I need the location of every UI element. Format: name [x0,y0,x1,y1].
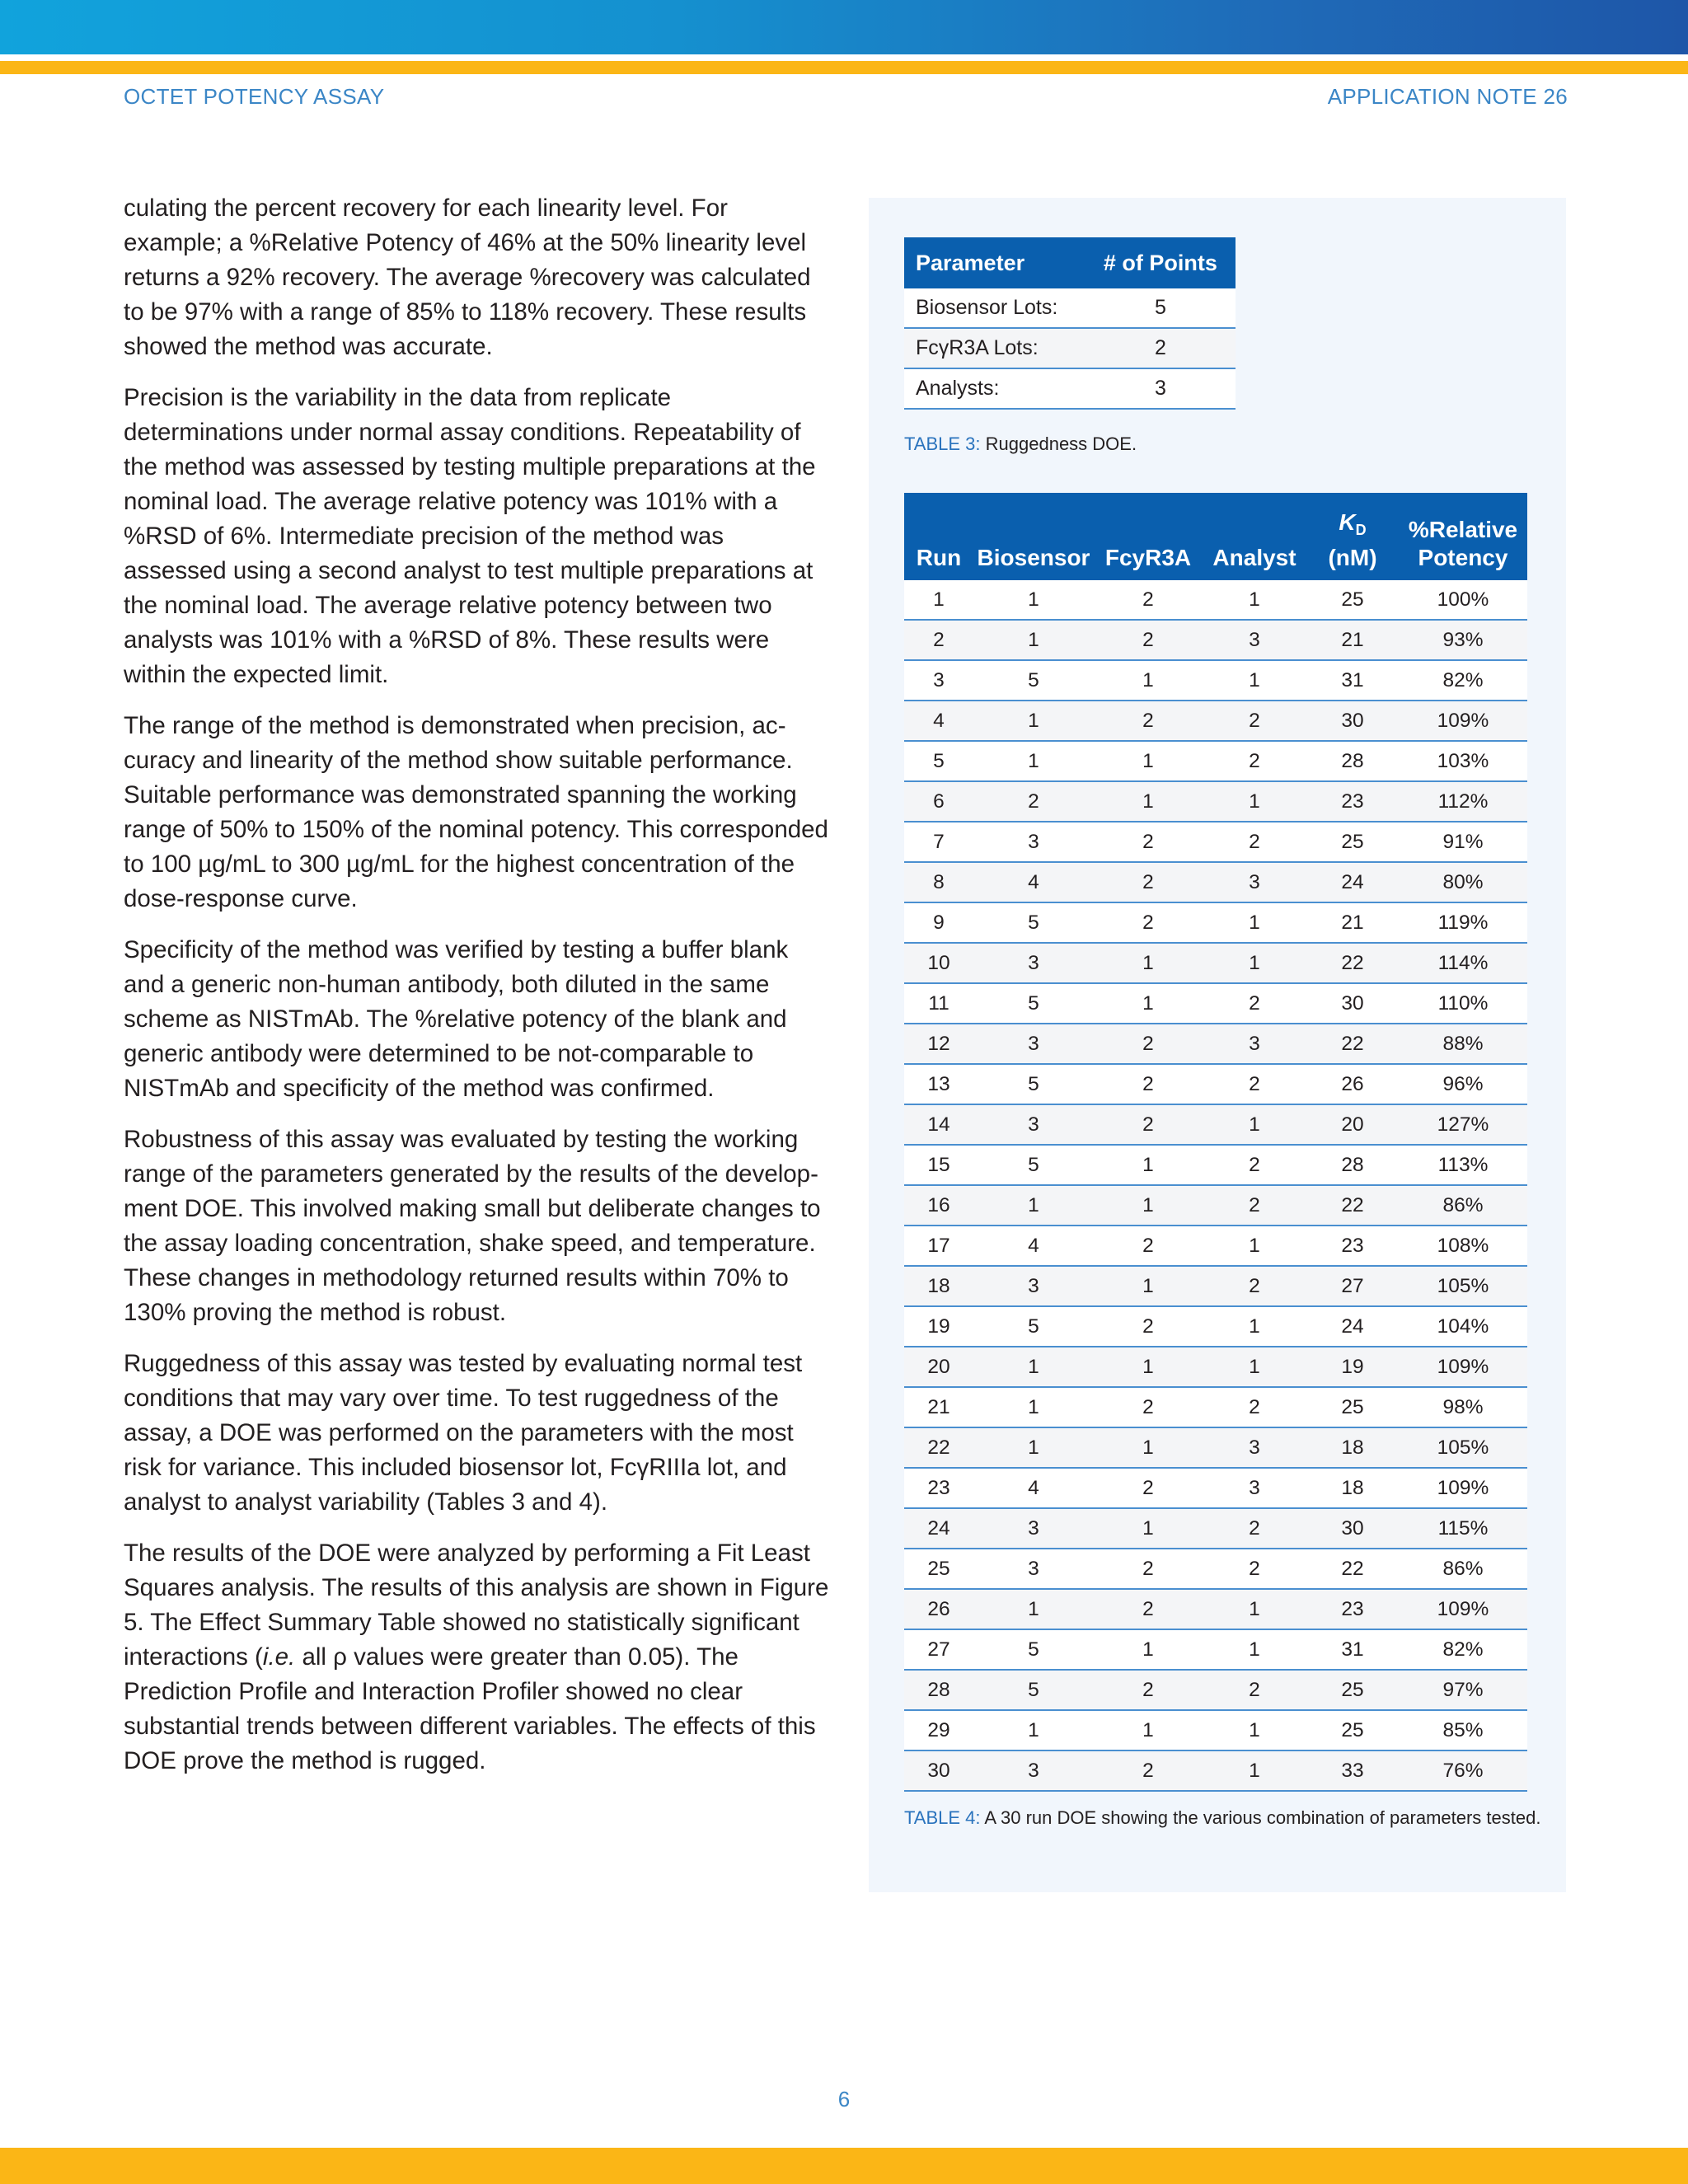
table-cell: 1 [1203,660,1306,701]
paragraph-ruggedness: Ruggedness of this assay was tested by evaluating normal test conditions that may vary over time. To test ruggedness of the assay, a DOE was performed on the parameters with the most risk for variance. This included biosensor lot, FcγRIIIa lot, and analyst to analyst variability (Tables 3 and 4). [124,1350,803,1516]
table-cell: 108% [1399,1226,1527,1266]
table-cell: 80% [1399,862,1527,902]
table-cell: 27 [1306,1266,1399,1306]
table-cell: 1 [1094,781,1203,822]
table-cell: Analysts: [904,368,1085,409]
table-cell: 2 [1094,1468,1203,1508]
table-cell: 1 [1203,1104,1306,1145]
table-cell: 23 [904,1468,973,1508]
table-row [904,1629,1527,1670]
kd-subscript: D [1355,522,1367,538]
table-cell: 25 [1306,580,1399,620]
table-cell: 25 [1306,1670,1399,1710]
table-cell: 23 [1306,781,1399,822]
table-cell: 4 [973,862,1094,902]
table-cell: 98% [1399,1387,1527,1427]
table-cell: 20 [1306,1104,1399,1145]
table-3-header-row [904,237,1236,288]
table-cell: 119% [1399,902,1527,943]
table-row [904,943,1527,983]
paragraph-range: The range of the method is demonstrated when precision, accuracy and linearity of the method show suitable performance. Suitable performance was demonstrated spanning the working range of 50% to 150% of the nominal potency. This corresponded to 100 µg/mL to 300 µg/mL for the highest concentration of the dose-response curve. [124,712,828,912]
table-cell: 104% [1399,1306,1527,1347]
table-row [904,1549,1527,1589]
table-cell: 3 [973,943,1094,983]
table-4-header-fcyr3a: FcyR3A [1094,493,1203,580]
table-cell: 25 [1306,1387,1399,1427]
table-cell: 17 [904,1226,973,1266]
table-4-caption-text: A 30 run DOE showing the various combination of parameters tested. [980,1807,1541,1828]
table-cell: 2 [1203,1266,1306,1306]
table-cell: 1 [1094,1145,1203,1185]
table-cell: 2 [1203,1549,1306,1589]
table-cell: 5 [973,1064,1094,1104]
bottom-banner [0,2148,1688,2184]
table-cell: 1 [1094,1710,1203,1750]
table-cell: 82% [1399,660,1527,701]
table-cell: 2 [1094,1549,1203,1589]
page-number: 6 [837,2087,851,2111]
table-cell: 1 [1203,943,1306,983]
table-row [904,862,1527,902]
table-4-header-row [904,493,1527,580]
table-cell: 1 [973,1185,1094,1226]
table-cell: 22 [1306,1185,1399,1226]
table-cell: 1 [1094,983,1203,1024]
table-cell: 1 [973,580,1094,620]
table-cell: 26 [1306,1064,1399,1104]
table-row [904,328,1236,368]
table-cell: 2 [973,781,1094,822]
table-cell: 24 [904,1508,973,1549]
table-cell: 2 [1203,1145,1306,1185]
table-cell: 100% [1399,580,1527,620]
paragraph-precision: Precision is the variability in the data from replicate determinations under normal assay conditions. Repeatability of the method was assessed by testing multiple preparations at the nominal load. The average relative potency was 101% with a %RSD of 6%. Intermediate precision of the method was assessed using a second analyst to test multiple preparations at the nominal load. The average relative potency between two analysts was 101% with a %RSD of 8%. These results were within the expected limit. [124,384,816,688]
table-cell: 76% [1399,1750,1527,1791]
table-cell: Biosensor Lots: [904,288,1085,328]
table-cell: 2 [1094,822,1203,862]
table-cell: 1 [973,1387,1094,1427]
results-text-before: The results of the DOE were analyzed by performing a Fit Least Squares analysis. The results of this analysis are shown in Figure 5. The Effect Summary Table showed no statistically significant interactions ( [124,1540,829,1671]
table-cell: 1 [1094,741,1203,781]
paragraph-specificity: Specificity of the method was verified by testing a buffer blank and a generic non-human antibody, both diluted in the same scheme as NISTmAb. The %relative potency of the blank and generic antibody were determined to be not-comparable to NISTmAb and specificity of the method was confirmed. [124,936,789,1102]
table-cell: 14 [904,1104,973,1145]
table-cell: 19 [1306,1347,1399,1387]
table-cell: 2 [1203,822,1306,862]
table-cell: 2 [1094,902,1203,943]
table-cell: 109% [1399,1589,1527,1629]
table-cell: 8 [904,862,973,902]
table-cell: 30 [1306,1508,1399,1549]
table-cell: 105% [1399,1266,1527,1306]
table-cell: 3 [973,1266,1094,1306]
table-cell: 29 [904,1710,973,1750]
table-cell: 1 [973,1427,1094,1468]
table-cell: 11 [904,983,973,1024]
top-banner [0,0,1688,54]
table-cell: 3 [1203,620,1306,660]
table-cell: 2 [1203,1670,1306,1710]
table-cell: 30 [1306,701,1399,741]
table-cell: 9 [904,902,973,943]
table-cell: 1 [1203,1710,1306,1750]
table-row [904,1589,1527,1629]
table-cell: 7 [904,822,973,862]
table-cell: 3 [1085,368,1236,409]
table-cell: 2 [1203,741,1306,781]
table-cell: 2 [1203,1387,1306,1427]
table-row [904,1427,1527,1468]
table-cell: 21 [1306,902,1399,943]
table-cell: 105% [1399,1427,1527,1468]
table-row [904,1266,1527,1306]
table-cell: 113% [1399,1145,1527,1185]
table-row [904,1185,1527,1226]
table-cell: 24 [1306,862,1399,902]
table-cell: 2 [1094,701,1203,741]
table-cell: 31 [1306,660,1399,701]
table-row [904,1710,1527,1750]
table-cell: 1 [973,741,1094,781]
potency-header-line-2: Potency [1418,545,1508,570]
table-cell: 18 [1306,1427,1399,1468]
table-row [904,660,1527,701]
table-cell: 109% [1399,1347,1527,1387]
table-cell: 30 [1306,983,1399,1024]
table-cell: 2 [1094,620,1203,660]
table-cell: 1 [904,580,973,620]
table-cell: 23 [1306,1589,1399,1629]
table-cell: 5 [904,741,973,781]
table-cell: 2 [1094,1104,1203,1145]
table-cell: 114% [1399,943,1527,983]
table-cell: 82% [1399,1629,1527,1670]
table-cell: 110% [1399,983,1527,1024]
paragraph-robustness: Robustness of this assay was evaluated by testing the working range of the parameters generated by the results of the development DOE. This involved making small but deliberate changes to the assay loading concentration, shake speed, and temperature. These changes in methodology returned results within 70% to 130% proving the method is robust. [124,1126,821,1326]
table-cell: 30 [904,1750,973,1791]
paragraph-accuracy: culating the percent recovery for each linearity level. For example; a %Relative Potency of 46% at the 50% linearity level returns a 92% recovery. The average %recovery was calculated to be 97% with a range of 85% to 118% recovery. These results showed the method was accurate. [124,194,811,360]
table-cell: 2 [1094,1589,1203,1629]
table-cell: 96% [1399,1064,1527,1104]
table-row [904,902,1527,943]
table-cell: 10 [904,943,973,983]
table-cell: 2 [1094,1226,1203,1266]
table-cell: 28 [1306,741,1399,781]
table-row [904,1387,1527,1427]
table-cell: 15 [904,1145,973,1185]
table-cell: 3 [1203,1024,1306,1064]
running-header-title: OCTET POTENCY ASSAY [124,84,385,109]
table-cell: 26 [904,1589,973,1629]
table-cell: 2 [1203,1185,1306,1226]
table-cell: 5 [973,660,1094,701]
table-cell: 2 [1094,862,1203,902]
table-cell: 2 [1203,1508,1306,1549]
table-3-caption-label: TABLE 3: [904,434,981,454]
table-cell: 2 [1085,328,1236,368]
table-cell: 3 [1203,1468,1306,1508]
table-cell: 2 [1094,1306,1203,1347]
table-cell: 1 [1094,1185,1203,1226]
table-cell: 1 [1094,1427,1203,1468]
table-cell: 20 [904,1347,973,1387]
table-cell: 3 [973,822,1094,862]
top-accent-stripe [0,61,1688,74]
table-cell: 2 [1203,983,1306,1024]
table-cell: 3 [973,1549,1094,1589]
table-row [904,368,1236,409]
table-cell: 1 [1094,943,1203,983]
table-cell: 25 [1306,822,1399,862]
table-cell: 1 [973,1589,1094,1629]
table-cell: 16 [904,1185,973,1226]
table-row [904,580,1527,620]
table-row [904,288,1236,328]
table-cell: 12 [904,1024,973,1064]
table-cell: 1 [1094,1266,1203,1306]
table-cell: 19 [904,1306,973,1347]
table-3-caption [904,434,1137,455]
table-3-header-points: # of Points [1085,237,1236,288]
table-row [904,1226,1527,1266]
table-cell: 1 [1203,1629,1306,1670]
table-cell: 1 [1094,660,1203,701]
table-row [904,1024,1527,1064]
table-cell: FcγR3A Lots: [904,328,1085,368]
table-4-caption-label: TABLE 4: [904,1807,981,1828]
table-cell: 1 [1203,1589,1306,1629]
table-cell: 3 [973,1104,1094,1145]
table-4-body [904,580,1527,1791]
table-cell: 1 [1203,781,1306,822]
table-cell: 1 [973,1347,1094,1387]
table-cell: 97% [1399,1670,1527,1710]
running-header-note: APPLICATION NOTE 26 [1327,84,1568,109]
table-4-doe-runs [904,493,1527,1792]
table-4-header-potency [1399,493,1527,580]
table-cell: 1 [1203,1750,1306,1791]
table-cell: 24 [1306,1306,1399,1347]
table-4-header-analyst: Analyst [1203,493,1306,580]
table-cell: 33 [1306,1750,1399,1791]
table-cell: 1 [973,620,1094,660]
table-cell: 2 [1094,1670,1203,1710]
table-cell: 3 [973,1024,1094,1064]
table-cell: 127% [1399,1104,1527,1145]
table-cell: 5 [973,1629,1094,1670]
table-cell: 1 [1094,1629,1203,1670]
table-cell: 21 [904,1387,973,1427]
table-row [904,1064,1527,1104]
table-cell: 109% [1399,1468,1527,1508]
table-cell: 5 [973,983,1094,1024]
table-cell: 1 [1094,1347,1203,1387]
table-cell: 2 [1203,1064,1306,1104]
table-3-header-parameter: Parameter [904,237,1085,288]
table-cell: 5 [1085,288,1236,328]
table-cell: 2 [904,620,973,660]
table-cell: 5 [973,902,1094,943]
table-cell: 109% [1399,701,1527,741]
table-cell: 5 [973,1670,1094,1710]
table-cell: 1 [1094,1508,1203,1549]
table-cell: 1 [1203,1226,1306,1266]
table-cell: 86% [1399,1549,1527,1589]
table-cell: 4 [973,1226,1094,1266]
table-cell: 22 [1306,943,1399,983]
table-cell: 31 [1306,1629,1399,1670]
table-cell: 2 [1094,1750,1203,1791]
table-4-header-kd [1306,493,1399,580]
results-text-after: all ρ values were greater than 0.05). The Prediction Profile and Interaction Profiler showed no clear substantial trends between different variables. The effects of this DOE prove the method is rugged. [124,1643,816,1774]
table-cell: 5 [973,1306,1094,1347]
table-cell: 21 [1306,620,1399,660]
kd-symbol: K [1339,509,1356,535]
table-cell: 2 [1094,580,1203,620]
table-cell: 28 [904,1670,973,1710]
table-row [904,1468,1527,1508]
table-cell: 2 [1094,1024,1203,1064]
table-cell: 93% [1399,620,1527,660]
table-4-header-run: Run [904,493,973,580]
table-cell: 2 [1094,1064,1203,1104]
potency-header-line-1: %Relative [1408,517,1518,542]
table-cell: 13 [904,1064,973,1104]
table-row [904,1306,1527,1347]
paragraph-results [124,1536,832,1779]
table-cell: 25 [904,1549,973,1589]
table-cell: 88% [1399,1024,1527,1064]
table-cell: 18 [904,1266,973,1306]
table-3-caption-text: Ruggedness DOE. [980,434,1137,454]
table-cell: 1 [973,1710,1094,1750]
table-row [904,701,1527,741]
table-cell: 18 [1306,1468,1399,1508]
table-cell: 91% [1399,822,1527,862]
table-cell: 3 [1203,862,1306,902]
table-cell: 6 [904,781,973,822]
table-row [904,983,1527,1024]
table-row [904,781,1527,822]
table-cell: 27 [904,1629,973,1670]
body-text-column [124,191,832,1795]
table-4-caption [904,1807,1540,1829]
table-row [904,822,1527,862]
table-cell: 115% [1399,1508,1527,1549]
table-cell: 3 [1203,1427,1306,1468]
table-row [904,741,1527,781]
table-cell: 3 [973,1508,1094,1549]
table-cell: 2 [1203,701,1306,741]
kd-unit: (nM) [1328,545,1377,570]
table-row [904,1145,1527,1185]
table-cell: 25 [1306,1710,1399,1750]
table-cell: 4 [904,701,973,741]
table-4-header-biosensor: Biosensor [973,493,1094,580]
table-row [904,1508,1527,1549]
table-cell: 112% [1399,781,1527,822]
table-row [904,1670,1527,1710]
table-cell: 103% [1399,741,1527,781]
table-cell: 2 [1094,1387,1203,1427]
table-cell: 1 [1203,1347,1306,1387]
table-cell: 1 [973,701,1094,741]
table-row [904,1104,1527,1145]
table-row [904,1347,1527,1387]
table-cell: 22 [904,1427,973,1468]
table-cell: 22 [1306,1024,1399,1064]
table-cell: 85% [1399,1710,1527,1750]
table-cell: 1 [1203,902,1306,943]
table-cell: 28 [1306,1145,1399,1185]
table-cell: 23 [1306,1226,1399,1266]
table-cell: 3 [973,1750,1094,1791]
table-row [904,620,1527,660]
table-cell: 1 [1203,580,1306,620]
results-text-italic: i.e. [262,1643,296,1671]
table-cell: 3 [904,660,973,701]
table-cell: 5 [973,1145,1094,1185]
table-cell: 4 [973,1468,1094,1508]
table-cell: 86% [1399,1185,1527,1226]
table-row [904,1750,1527,1791]
table-3-ruggedness-doe [904,237,1236,410]
table-cell: 22 [1306,1549,1399,1589]
table-cell: 1 [1203,1306,1306,1347]
